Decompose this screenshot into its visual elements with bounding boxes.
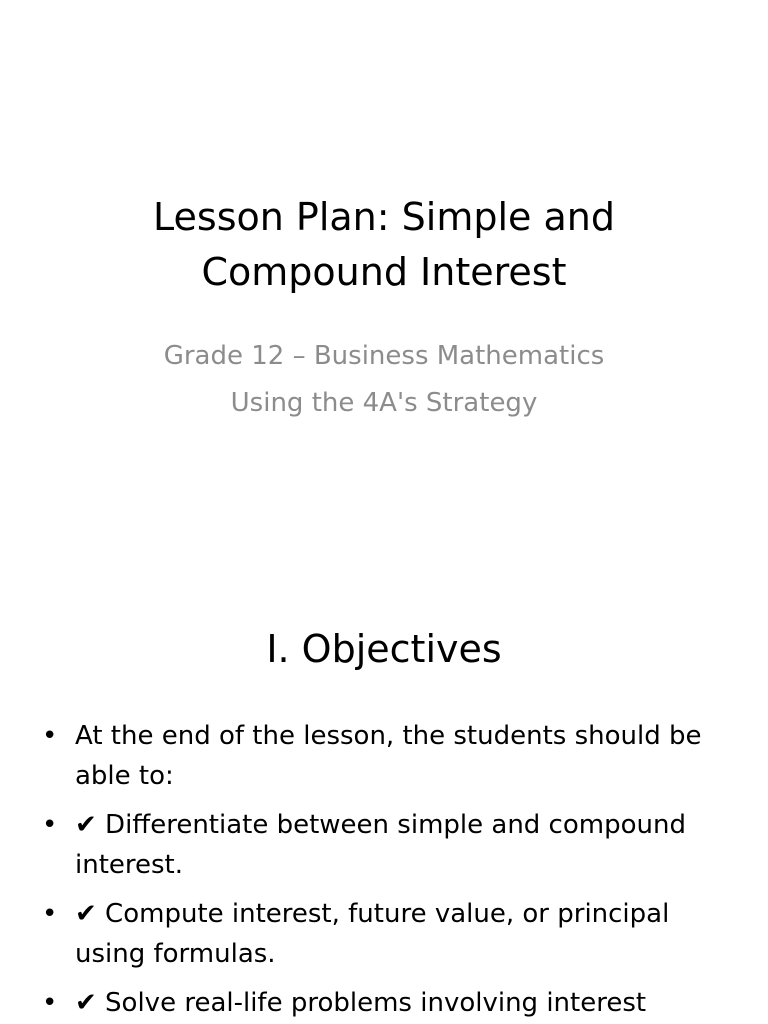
subtitle-line-2: Using the 4A's Strategy <box>230 388 538 418</box>
list-item-text: At the end of the lesson, the students should be able to: <box>75 721 702 791</box>
objectives-list <box>42 716 722 1024</box>
list-item-text: ✔ Differentiate between simple and compound interest. <box>75 810 686 880</box>
list-item-text: ✔ Compute interest, future value, or principal using formulas. <box>75 899 670 969</box>
bullet-dot-icon: • <box>42 721 58 751</box>
lesson-title-line-1: Lesson Plan: Simple and <box>153 195 615 239</box>
subtitle-line-1: Grade 12 – Business Mathematics <box>163 341 605 371</box>
bullet-dot-icon: • <box>42 899 58 929</box>
lesson-subtitle <box>0 333 768 427</box>
list-item <box>42 894 722 974</box>
lesson-title <box>0 190 768 300</box>
list-item <box>42 805 722 885</box>
objectives-slide <box>0 576 768 1024</box>
list-item-text: ✔ Solve real-life problems involving interest <box>75 988 647 1018</box>
bullet-dot-icon: • <box>42 988 58 1018</box>
objectives-heading: I. Objectives <box>266 627 502 671</box>
list-item <box>42 983 722 1023</box>
lesson-title-line-2: Compound Interest <box>201 250 567 294</box>
bullet-dot-icon: • <box>42 810 58 840</box>
list-item <box>42 716 722 796</box>
